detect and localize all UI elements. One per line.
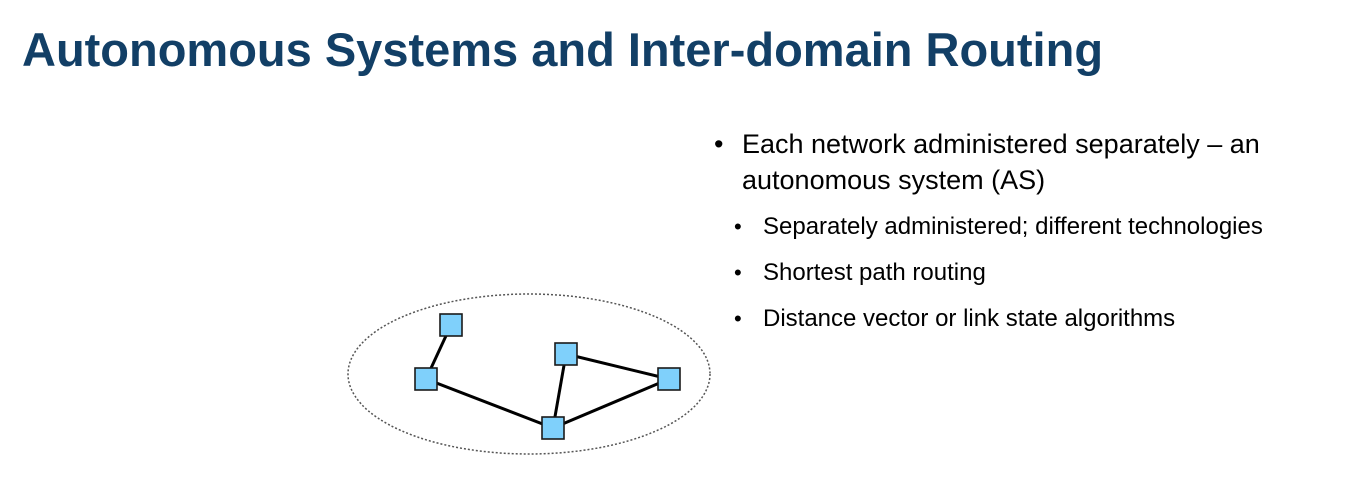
sub-bullet-text: Distance vector or link state algorithms <box>763 305 1176 332</box>
bullet-text-line-1: Each network administered separately – an <box>742 129 1260 159</box>
bullet-list <box>712 126 1352 334</box>
sub-bullet-dot: • <box>734 260 742 285</box>
as-boundary-ellipse <box>348 294 710 454</box>
sub-bullet-item <box>712 304 1352 334</box>
sub-bullet-text: Separately administered; different technologies <box>763 213 1263 240</box>
bullet-dot: • <box>714 129 724 159</box>
sub-bullet-item <box>712 212 1352 242</box>
router-node-a <box>440 314 462 336</box>
bullet-text-line-2: autonomous system (AS) <box>742 165 1046 195</box>
router-node-e <box>542 417 564 439</box>
router-node-c <box>555 343 577 365</box>
sub-bullet-text: Shortest path routing <box>763 259 986 286</box>
sub-bullet-dot: • <box>734 306 742 331</box>
sub-bullet-dot: • <box>734 214 742 239</box>
router-node-b <box>415 368 437 390</box>
router-node-d <box>658 368 680 390</box>
link-b-e <box>426 379 553 428</box>
sub-bullet-item <box>712 258 1352 288</box>
bullet-item <box>712 126 1352 198</box>
autonomous-system-diagram <box>340 288 720 463</box>
link-c-d <box>566 354 669 379</box>
link-d-e <box>553 379 669 428</box>
slide-title: Autonomous Systems and Inter-domain Routing <box>22 23 1104 76</box>
